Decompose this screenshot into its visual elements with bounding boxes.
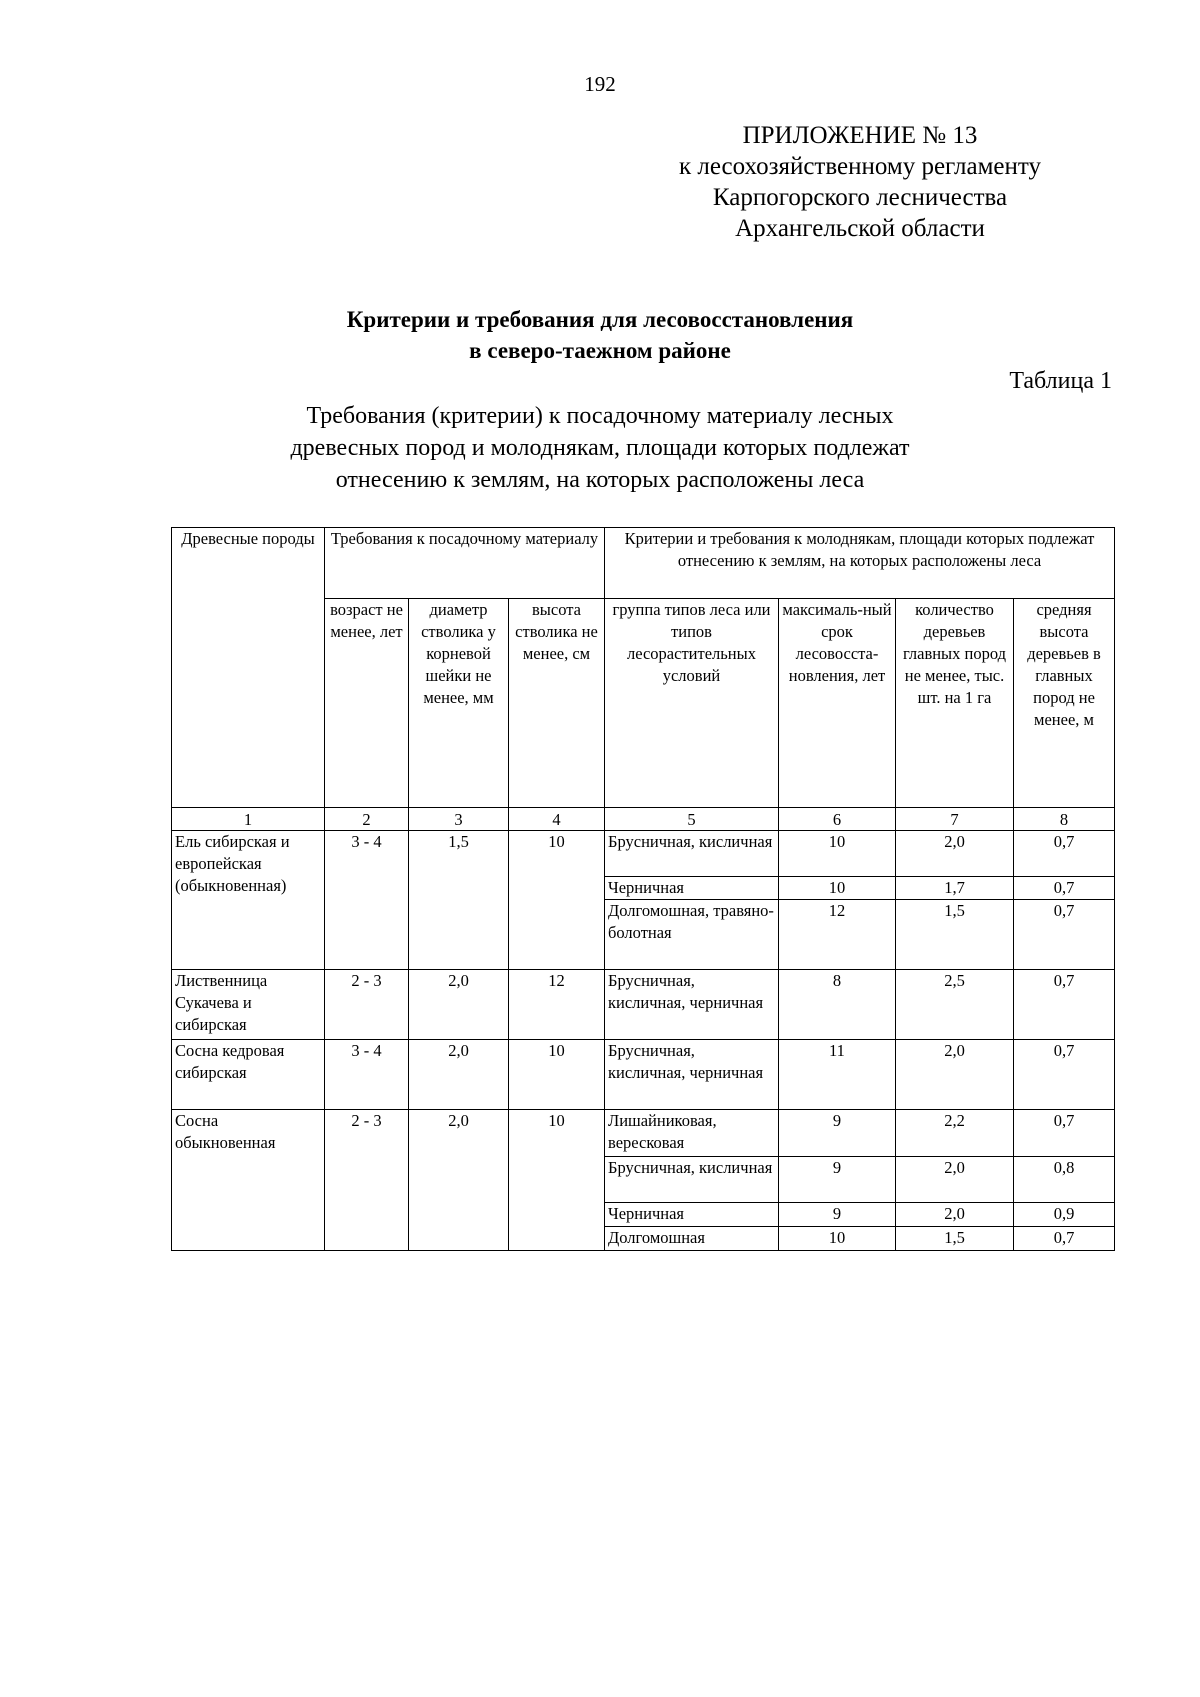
appendix-line: Архангельской области (735, 215, 985, 242)
caption-line: отнесению к землям, на которых расположены леса (335, 467, 865, 493)
forest-type-cell: Брусничная, кисличная, черничная (605, 970, 779, 1040)
column-number: 4 (509, 808, 605, 831)
forest-type-cell: Брусничная, кисличная (605, 1157, 779, 1203)
height-cell: 12 (509, 970, 605, 1040)
term-cell: 10 (779, 831, 896, 877)
title-line: в северо-таежном районе (469, 338, 731, 363)
species-name: Сосна обыкновенная (172, 1110, 325, 1251)
age-cell: 3 - 4 (325, 831, 409, 970)
term-cell: 9 (779, 1110, 896, 1157)
count-cell: 2,0 (896, 831, 1014, 877)
column-number: 6 (779, 808, 896, 831)
appendix-line: к лесохозяйственному регламенту (678, 153, 1042, 180)
count-cell: 2,5 (896, 970, 1014, 1040)
term-cell: 11 (779, 1040, 896, 1110)
caption-line: Требования (критерии) к посадочному материалу лесных (306, 403, 894, 429)
header-forest-type-group: группа типов леса или типов лесорастительных условий (605, 599, 779, 808)
table-caption (150, 400, 1050, 496)
count-cell: 2,0 (896, 1157, 1014, 1203)
avg-height-cell: 0,8 (1014, 1157, 1115, 1203)
header-diameter: диаметр стволика у корневой шейки не менее, мм (409, 599, 509, 808)
document-title (0, 304, 1200, 366)
header-species: Древесные породы (172, 528, 325, 808)
count-cell: 1,5 (896, 1227, 1014, 1251)
avg-height-cell: 0,9 (1014, 1203, 1115, 1227)
height-cell: 10 (509, 1110, 605, 1251)
forest-type-cell: Брусничная, кисличная (605, 831, 779, 877)
forest-type-cell: Лишайниковая, вересковая (605, 1110, 779, 1157)
term-cell: 9 (779, 1203, 896, 1227)
diameter-cell: 2,0 (409, 1040, 509, 1110)
forest-type-cell: Долгомошная, травяно-болотная (605, 900, 779, 970)
column-number: 5 (605, 808, 779, 831)
header-row-groups (172, 528, 1115, 599)
table-row (172, 831, 1115, 877)
term-cell: 10 (779, 1227, 896, 1251)
column-numbers-row (172, 808, 1115, 831)
avg-height-cell: 0,7 (1014, 1110, 1115, 1157)
header-age: возраст не менее, лет (325, 599, 409, 808)
age-cell: 3 - 4 (325, 1040, 409, 1110)
caption-line: древесных пород и молоднякам, площади которых подлежат (290, 435, 910, 461)
appendix-header (630, 120, 1090, 244)
diameter-cell: 1,5 (409, 831, 509, 970)
header-group-young-stands: Критерии и требования к молоднякам, площади которых подлежат отнесению к землям, на которых расположены леса (605, 528, 1115, 599)
column-number: 2 (325, 808, 409, 831)
forest-type-cell: Брусничная, кисличная, черничная (605, 1040, 779, 1110)
species-name: Ель сибирская и европейская (обыкновенная) (172, 831, 325, 970)
forest-type-cell: Долгомошная (605, 1227, 779, 1251)
count-cell: 2,2 (896, 1110, 1014, 1157)
appendix-line: Карпогорского лесничества (712, 184, 1008, 211)
forest-type-cell: Черничная (605, 877, 779, 900)
header-stem-height: высота стволика не менее, см (509, 599, 605, 808)
requirements-table (171, 527, 1115, 1251)
avg-height-cell: 0,7 (1014, 1227, 1115, 1251)
species-name: Сосна кедровая сибирская (172, 1040, 325, 1110)
avg-height-cell: 0,7 (1014, 1040, 1115, 1110)
term-cell: 10 (779, 877, 896, 900)
title-line: Критерии и требования для лесовосстановления (346, 307, 854, 332)
page-number: 192 (584, 72, 616, 96)
count-cell: 1,7 (896, 877, 1014, 900)
term-cell: 8 (779, 970, 896, 1040)
count-cell: 2,0 (896, 1203, 1014, 1227)
avg-height-cell: 0,7 (1014, 970, 1115, 1040)
column-number: 1 (172, 808, 325, 831)
avg-height-cell: 0,7 (1014, 831, 1115, 877)
forest-type-cell: Черничная (605, 1203, 779, 1227)
count-cell: 1,5 (896, 900, 1014, 970)
height-cell: 10 (509, 831, 605, 970)
count-cell: 2,0 (896, 1040, 1014, 1110)
header-average-height: средняя высота деревьев в главных пород не менее, м (1014, 599, 1115, 808)
term-cell: 9 (779, 1157, 896, 1203)
age-cell: 2 - 3 (325, 970, 409, 1040)
table-label: Таблица 1 (1009, 368, 1112, 394)
header-group-planting-material: Требования к посадочному материалу (325, 528, 605, 599)
header-tree-count: количество деревьев главных пород не менее, тыс. шт. на 1 га (896, 599, 1014, 808)
column-number: 3 (409, 808, 509, 831)
table-row (172, 970, 1115, 1040)
diameter-cell: 2,0 (409, 970, 509, 1040)
table-row (172, 1040, 1115, 1110)
diameter-cell: 2,0 (409, 1110, 509, 1251)
column-number: 7 (896, 808, 1014, 831)
column-number: 8 (1014, 808, 1115, 831)
species-name: Лиственница Сукачева и сибирская (172, 970, 325, 1040)
height-cell: 10 (509, 1040, 605, 1110)
avg-height-cell: 0,7 (1014, 900, 1115, 970)
table-row (172, 1110, 1115, 1157)
avg-height-cell: 0,7 (1014, 877, 1115, 900)
header-max-term: максималь-ный срок лесовосста-новления, лет (779, 599, 896, 808)
term-cell: 12 (779, 900, 896, 970)
age-cell: 2 - 3 (325, 1110, 409, 1251)
appendix-line: ПРИЛОЖЕНИЕ № 13 (742, 122, 978, 149)
